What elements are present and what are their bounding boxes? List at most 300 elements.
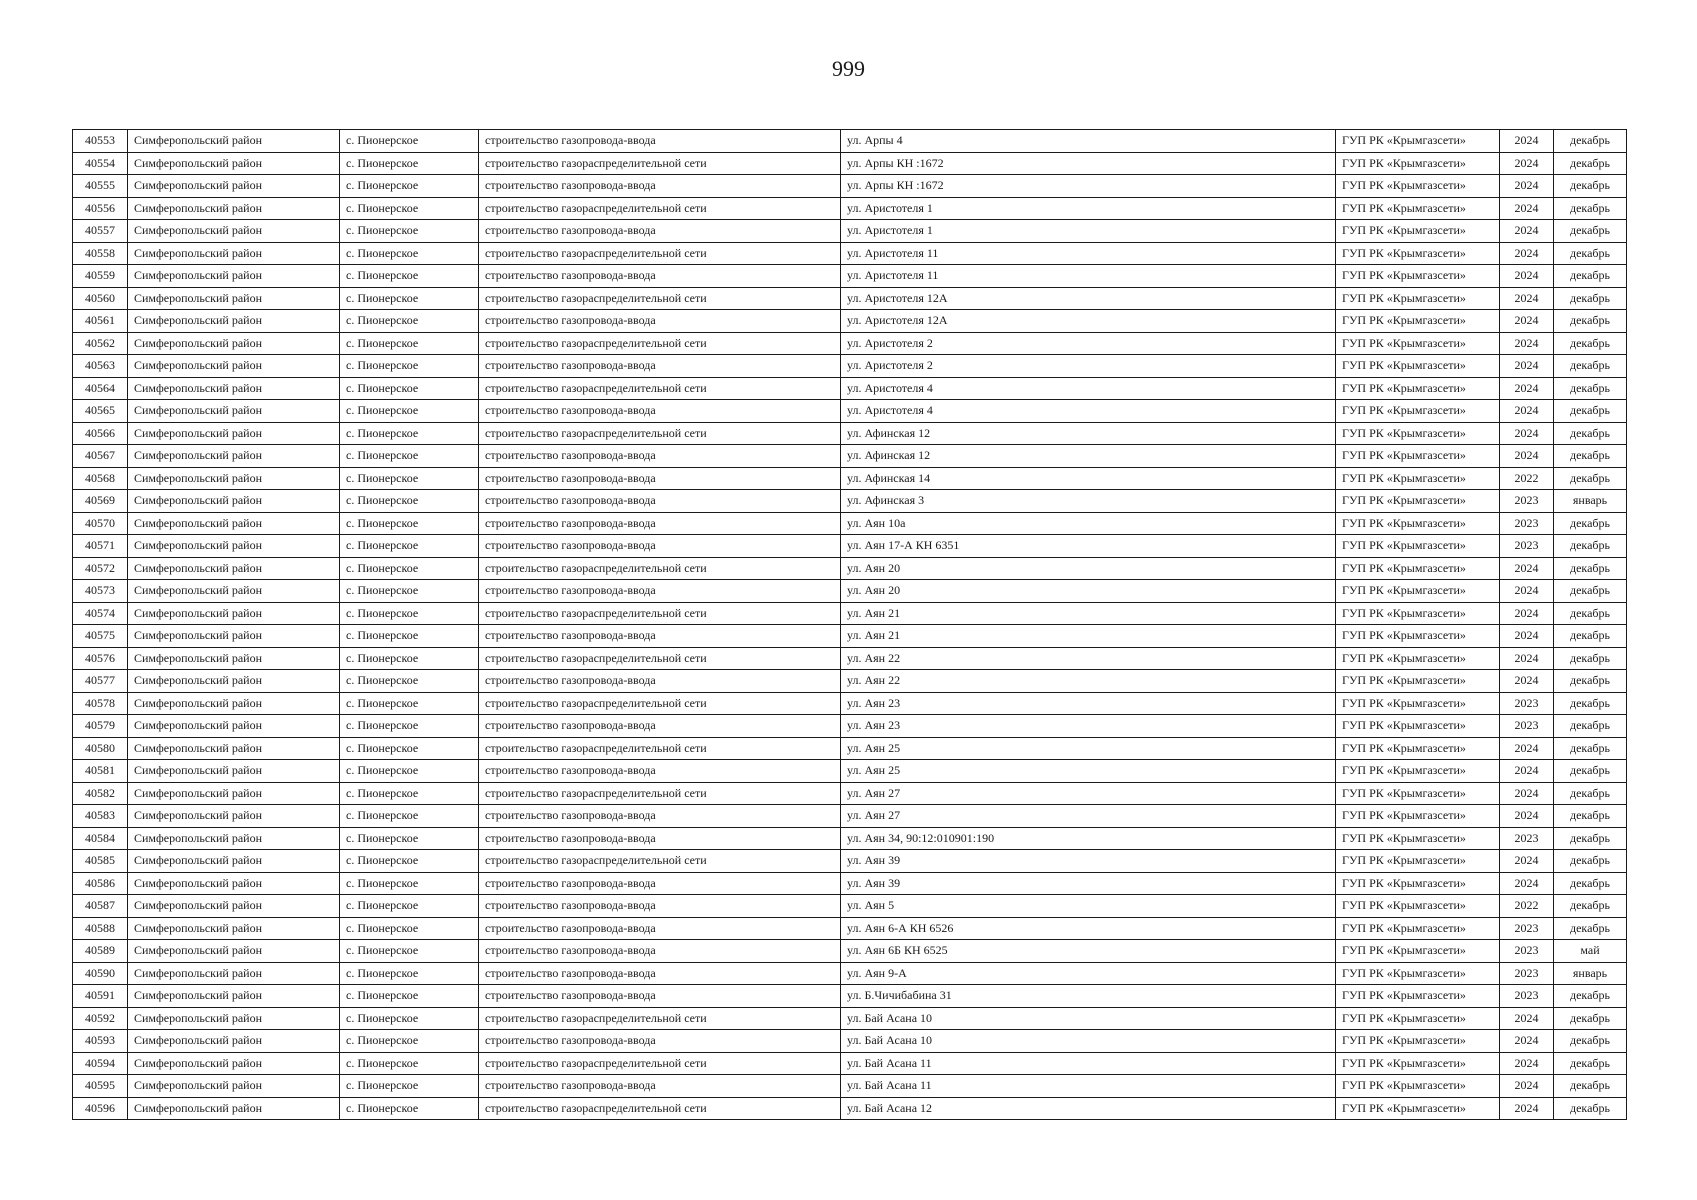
- address-cell: ул. Бай Асана 11: [841, 1052, 1336, 1075]
- table-row: [73, 895, 1627, 918]
- address-cell: ул. Аристотеля 12А: [841, 310, 1336, 333]
- table-row: [73, 692, 1627, 715]
- month-cell: декабрь: [1554, 782, 1627, 805]
- address-cell: ул. Аян 5: [841, 895, 1336, 918]
- district-cell: Симферопольский район: [128, 872, 340, 895]
- month-cell: декабрь: [1554, 1075, 1627, 1098]
- row-number-cell: 40584: [73, 827, 128, 850]
- year-cell: 2023: [1500, 940, 1554, 963]
- month-cell: декабрь: [1554, 355, 1627, 378]
- table-row: [73, 175, 1627, 198]
- address-cell: ул. Аян 9-А: [841, 962, 1336, 985]
- work-type-cell: строительство газопровода-ввода: [479, 805, 841, 828]
- row-number-cell: 40561: [73, 310, 128, 333]
- table-row: [73, 670, 1627, 693]
- work-type-cell: строительство газопровода-ввода: [479, 827, 841, 850]
- table-row: [73, 872, 1627, 895]
- organization-cell: ГУП РК «Крымгазсети»: [1336, 445, 1500, 468]
- row-number-cell: 40569: [73, 490, 128, 513]
- month-cell: декабрь: [1554, 895, 1627, 918]
- table-row: [73, 962, 1627, 985]
- address-cell: ул. Аристотеля 4: [841, 400, 1336, 423]
- year-cell: 2024: [1500, 1030, 1554, 1053]
- village-cell: с. Пионерское: [340, 940, 479, 963]
- work-type-cell: строительство газораспределительной сети: [479, 287, 841, 310]
- organization-cell: ГУП РК «Крымгазсети»: [1336, 782, 1500, 805]
- work-type-cell: строительство газораспределительной сети: [479, 782, 841, 805]
- table-row: [73, 1097, 1627, 1120]
- month-cell: май: [1554, 940, 1627, 963]
- village-cell: с. Пионерское: [340, 220, 479, 243]
- row-number-cell: 40574: [73, 602, 128, 625]
- district-cell: Симферопольский район: [128, 467, 340, 490]
- row-number-cell: 40594: [73, 1052, 128, 1075]
- district-cell: Симферопольский район: [128, 512, 340, 535]
- table-row: [73, 1052, 1627, 1075]
- district-cell: Симферопольский район: [128, 1030, 340, 1053]
- district-cell: Симферопольский район: [128, 220, 340, 243]
- address-cell: ул. Аян 22: [841, 670, 1336, 693]
- district-cell: Симферопольский район: [128, 940, 340, 963]
- year-cell: 2024: [1500, 760, 1554, 783]
- address-cell: ул. Аристотеля 1: [841, 197, 1336, 220]
- address-cell: ул. Аян 22: [841, 647, 1336, 670]
- month-cell: декабрь: [1554, 647, 1627, 670]
- address-cell: ул. Аян 23: [841, 715, 1336, 738]
- row-number-cell: 40592: [73, 1007, 128, 1030]
- organization-cell: ГУП РК «Крымгазсети»: [1336, 1007, 1500, 1030]
- village-cell: с. Пионерское: [340, 332, 479, 355]
- work-type-cell: строительство газопровода-ввода: [479, 670, 841, 693]
- village-cell: с. Пионерское: [340, 445, 479, 468]
- year-cell: 2024: [1500, 422, 1554, 445]
- row-number-cell: 40559: [73, 265, 128, 288]
- address-cell: ул. Аян 21: [841, 602, 1336, 625]
- village-cell: с. Пионерское: [340, 197, 479, 220]
- district-cell: Симферопольский район: [128, 310, 340, 333]
- work-type-cell: строительство газопровода-ввода: [479, 985, 841, 1008]
- row-number-cell: 40573: [73, 580, 128, 603]
- work-type-cell: строительство газораспределительной сети: [479, 850, 841, 873]
- district-cell: Симферопольский район: [128, 625, 340, 648]
- work-type-cell: строительство газораспределительной сети: [479, 1007, 841, 1030]
- month-cell: январь: [1554, 962, 1627, 985]
- year-cell: 2024: [1500, 850, 1554, 873]
- work-type-cell: строительство газораспределительной сети: [479, 692, 841, 715]
- district-cell: Симферопольский район: [128, 355, 340, 378]
- year-cell: 2024: [1500, 670, 1554, 693]
- row-number-cell: 40580: [73, 737, 128, 760]
- row-number-cell: 40560: [73, 287, 128, 310]
- work-type-cell: строительство газопровода-ввода: [479, 490, 841, 513]
- work-type-cell: строительство газораспределительной сети: [479, 377, 841, 400]
- year-cell: 2024: [1500, 580, 1554, 603]
- district-cell: Симферопольский район: [128, 580, 340, 603]
- organization-cell: ГУП РК «Крымгазсети»: [1336, 940, 1500, 963]
- village-cell: с. Пионерское: [340, 175, 479, 198]
- year-cell: 2024: [1500, 400, 1554, 423]
- row-number-cell: 40585: [73, 850, 128, 873]
- address-cell: ул. Аян 6Б КН 6525: [841, 940, 1336, 963]
- row-number-cell: 40583: [73, 805, 128, 828]
- row-number-cell: 40563: [73, 355, 128, 378]
- village-cell: с. Пионерское: [340, 715, 479, 738]
- district-cell: Симферопольский район: [128, 962, 340, 985]
- organization-cell: ГУП РК «Крымгазсети»: [1336, 332, 1500, 355]
- address-cell: ул. Аян 6-А КН 6526: [841, 917, 1336, 940]
- month-cell: декабрь: [1554, 1052, 1627, 1075]
- village-cell: с. Пионерское: [340, 310, 479, 333]
- month-cell: декабрь: [1554, 130, 1627, 153]
- table-row: [73, 1030, 1627, 1053]
- row-number-cell: 40591: [73, 985, 128, 1008]
- row-number-cell: 40578: [73, 692, 128, 715]
- organization-cell: ГУП РК «Крымгазсети»: [1336, 715, 1500, 738]
- district-cell: Симферопольский район: [128, 715, 340, 738]
- village-cell: с. Пионерское: [340, 490, 479, 513]
- village-cell: с. Пионерское: [340, 1075, 479, 1098]
- organization-cell: ГУП РК «Крымгазсети»: [1336, 377, 1500, 400]
- work-type-cell: строительство газораспределительной сети: [479, 242, 841, 265]
- district-cell: Симферопольский район: [128, 242, 340, 265]
- district-cell: Симферопольский район: [128, 265, 340, 288]
- organization-cell: ГУП РК «Крымгазсети»: [1336, 422, 1500, 445]
- organization-cell: ГУП РК «Крымгазсети»: [1336, 130, 1500, 153]
- village-cell: с. Пионерское: [340, 535, 479, 558]
- table-row: [73, 220, 1627, 243]
- district-cell: Симферопольский район: [128, 602, 340, 625]
- address-cell: ул. Аристотеля 12А: [841, 287, 1336, 310]
- address-cell: ул. Аян 27: [841, 782, 1336, 805]
- address-cell: ул. Аристотеля 1: [841, 220, 1336, 243]
- village-cell: с. Пионерское: [340, 557, 479, 580]
- work-type-cell: строительство газопровода-ввода: [479, 580, 841, 603]
- table-row: [73, 130, 1627, 153]
- table-row: [73, 422, 1627, 445]
- organization-cell: ГУП РК «Крымгазсети»: [1336, 580, 1500, 603]
- table-row: [73, 647, 1627, 670]
- work-type-cell: строительство газораспределительной сети: [479, 737, 841, 760]
- row-number-cell: 40588: [73, 917, 128, 940]
- row-number-cell: 40582: [73, 782, 128, 805]
- year-cell: 2024: [1500, 647, 1554, 670]
- table-row: [73, 152, 1627, 175]
- month-cell: декабрь: [1554, 805, 1627, 828]
- table-row: [73, 760, 1627, 783]
- month-cell: декабрь: [1554, 872, 1627, 895]
- address-cell: ул. Аян 20: [841, 580, 1336, 603]
- address-cell: ул. Афинская 12: [841, 445, 1336, 468]
- month-cell: декабрь: [1554, 152, 1627, 175]
- work-type-cell: строительство газораспределительной сети: [479, 152, 841, 175]
- village-cell: с. Пионерское: [340, 287, 479, 310]
- district-cell: Симферопольский район: [128, 400, 340, 423]
- village-cell: с. Пионерское: [340, 895, 479, 918]
- district-cell: Симферопольский район: [128, 332, 340, 355]
- organization-cell: ГУП РК «Крымгазсети»: [1336, 895, 1500, 918]
- district-cell: Симферопольский район: [128, 422, 340, 445]
- work-type-cell: строительство газораспределительной сети: [479, 332, 841, 355]
- work-type-cell: строительство газопровода-ввода: [479, 872, 841, 895]
- organization-cell: ГУП РК «Крымгазсети»: [1336, 760, 1500, 783]
- village-cell: с. Пионерское: [340, 737, 479, 760]
- work-type-cell: строительство газораспределительной сети: [479, 602, 841, 625]
- year-cell: 2024: [1500, 197, 1554, 220]
- village-cell: с. Пионерское: [340, 355, 479, 378]
- work-type-cell: строительство газопровода-ввода: [479, 895, 841, 918]
- village-cell: с. Пионерское: [340, 377, 479, 400]
- month-cell: декабрь: [1554, 400, 1627, 423]
- table-row: [73, 557, 1627, 580]
- year-cell: 2024: [1500, 625, 1554, 648]
- village-cell: с. Пионерское: [340, 985, 479, 1008]
- month-cell: январь: [1554, 490, 1627, 513]
- table-row: [73, 400, 1627, 423]
- year-cell: 2024: [1500, 737, 1554, 760]
- row-number-cell: 40554: [73, 152, 128, 175]
- table-row: [73, 602, 1627, 625]
- row-number-cell: 40566: [73, 422, 128, 445]
- table-row: [73, 1075, 1627, 1098]
- row-number-cell: 40556: [73, 197, 128, 220]
- district-cell: Симферопольский район: [128, 782, 340, 805]
- address-cell: ул. Афинская 14: [841, 467, 1336, 490]
- table-row: [73, 625, 1627, 648]
- village-cell: с. Пионерское: [340, 872, 479, 895]
- month-cell: декабрь: [1554, 287, 1627, 310]
- address-cell: ул. Аристотеля 4: [841, 377, 1336, 400]
- table-row: [73, 535, 1627, 558]
- organization-cell: ГУП РК «Крымгазсети»: [1336, 265, 1500, 288]
- address-cell: ул. Аян 27: [841, 805, 1336, 828]
- month-cell: декабрь: [1554, 377, 1627, 400]
- year-cell: 2023: [1500, 715, 1554, 738]
- month-cell: декабрь: [1554, 557, 1627, 580]
- organization-cell: ГУП РК «Крымгазсети»: [1336, 625, 1500, 648]
- district-cell: Симферопольский район: [128, 985, 340, 1008]
- organization-cell: ГУП РК «Крымгазсети»: [1336, 355, 1500, 378]
- work-type-cell: строительство газораспределительной сети: [479, 422, 841, 445]
- work-type-cell: строительство газораспределительной сети: [479, 557, 841, 580]
- table-row: [73, 467, 1627, 490]
- address-cell: ул. Бай Асана 10: [841, 1007, 1336, 1030]
- address-cell: ул. Аристотеля 2: [841, 355, 1336, 378]
- district-cell: Симферопольский район: [128, 377, 340, 400]
- month-cell: декабрь: [1554, 985, 1627, 1008]
- year-cell: 2024: [1500, 805, 1554, 828]
- year-cell: 2024: [1500, 1007, 1554, 1030]
- village-cell: с. Пионерское: [340, 242, 479, 265]
- address-cell: ул. Аристотеля 11: [841, 265, 1336, 288]
- year-cell: 2024: [1500, 1075, 1554, 1098]
- address-cell: ул. Аян 39: [841, 850, 1336, 873]
- table-row: [73, 782, 1627, 805]
- year-cell: 2024: [1500, 377, 1554, 400]
- address-cell: ул. Афинская 12: [841, 422, 1336, 445]
- month-cell: декабрь: [1554, 332, 1627, 355]
- work-type-cell: строительство газораспределительной сети: [479, 1052, 841, 1075]
- address-cell: ул. Аян 10а: [841, 512, 1336, 535]
- year-cell: 2023: [1500, 535, 1554, 558]
- row-number-cell: 40586: [73, 872, 128, 895]
- organization-cell: ГУП РК «Крымгазсети»: [1336, 467, 1500, 490]
- organization-cell: ГУП РК «Крымгазсети»: [1336, 962, 1500, 985]
- district-cell: Симферопольский район: [128, 557, 340, 580]
- year-cell: 2024: [1500, 220, 1554, 243]
- year-cell: 2024: [1500, 175, 1554, 198]
- row-number-cell: 40579: [73, 715, 128, 738]
- village-cell: с. Пионерское: [340, 265, 479, 288]
- village-cell: с. Пионерское: [340, 805, 479, 828]
- organization-cell: ГУП РК «Крымгазсети»: [1336, 175, 1500, 198]
- district-cell: Симферопольский район: [128, 1052, 340, 1075]
- month-cell: декабрь: [1554, 850, 1627, 873]
- village-cell: с. Пионерское: [340, 422, 479, 445]
- organization-cell: ГУП РК «Крымгазсети»: [1336, 647, 1500, 670]
- table-row: [73, 242, 1627, 265]
- month-cell: декабрь: [1554, 265, 1627, 288]
- organization-cell: ГУП РК «Крымгазсети»: [1336, 670, 1500, 693]
- month-cell: декабрь: [1554, 1007, 1627, 1030]
- work-type-cell: строительство газопровода-ввода: [479, 512, 841, 535]
- month-cell: декабрь: [1554, 512, 1627, 535]
- month-cell: декабрь: [1554, 692, 1627, 715]
- year-cell: 2023: [1500, 692, 1554, 715]
- month-cell: декабрь: [1554, 242, 1627, 265]
- address-cell: ул. Аян 34, 90:12:010901:190: [841, 827, 1336, 850]
- organization-cell: ГУП РК «Крымгазсети»: [1336, 557, 1500, 580]
- organization-cell: ГУП РК «Крымгазсети»: [1336, 917, 1500, 940]
- village-cell: с. Пионерское: [340, 1097, 479, 1120]
- table-row: [73, 737, 1627, 760]
- district-cell: Симферопольский район: [128, 827, 340, 850]
- district-cell: Симферопольский район: [128, 692, 340, 715]
- village-cell: с. Пионерское: [340, 400, 479, 423]
- address-cell: ул. Бай Асана 10: [841, 1030, 1336, 1053]
- address-cell: ул. Бай Асана 12: [841, 1097, 1336, 1120]
- work-type-cell: строительство газопровода-ввода: [479, 130, 841, 153]
- organization-cell: ГУП РК «Крымгазсети»: [1336, 310, 1500, 333]
- organization-cell: ГУП РК «Крымгазсети»: [1336, 490, 1500, 513]
- organization-cell: ГУП РК «Крымгазсети»: [1336, 872, 1500, 895]
- district-cell: Симферопольский район: [128, 535, 340, 558]
- work-type-cell: строительство газопровода-ввода: [479, 940, 841, 963]
- district-cell: Симферопольский район: [128, 175, 340, 198]
- work-type-cell: строительство газопровода-ввода: [479, 715, 841, 738]
- district-cell: Симферопольский район: [128, 1007, 340, 1030]
- table-row: [73, 355, 1627, 378]
- village-cell: с. Пионерское: [340, 692, 479, 715]
- table-row: [73, 715, 1627, 738]
- address-cell: ул. Арпы КН :1672: [841, 175, 1336, 198]
- month-cell: декабрь: [1554, 917, 1627, 940]
- table-row: [73, 940, 1627, 963]
- month-cell: декабрь: [1554, 535, 1627, 558]
- year-cell: 2024: [1500, 1097, 1554, 1120]
- row-number-cell: 40557: [73, 220, 128, 243]
- work-type-cell: строительство газопровода-ввода: [479, 220, 841, 243]
- work-type-cell: строительство газопровода-ввода: [479, 310, 841, 333]
- address-cell: ул. Аян 17-А КН 6351: [841, 535, 1336, 558]
- month-cell: декабрь: [1554, 580, 1627, 603]
- table-row: [73, 985, 1627, 1008]
- work-type-cell: строительство газопровода-ввода: [479, 175, 841, 198]
- row-number-cell: 40565: [73, 400, 128, 423]
- organization-cell: ГУП РК «Крымгазсети»: [1336, 1097, 1500, 1120]
- table-row: [73, 265, 1627, 288]
- month-cell: декабрь: [1554, 625, 1627, 648]
- month-cell: декабрь: [1554, 827, 1627, 850]
- district-cell: Симферопольский район: [128, 647, 340, 670]
- district-cell: Симферопольский район: [128, 287, 340, 310]
- address-cell: ул. Аян 25: [841, 760, 1336, 783]
- address-cell: ул. Аристотеля 2: [841, 332, 1336, 355]
- row-number-cell: 40589: [73, 940, 128, 963]
- row-number-cell: 40571: [73, 535, 128, 558]
- organization-cell: ГУП РК «Крымгазсети»: [1336, 827, 1500, 850]
- work-type-cell: строительство газопровода-ввода: [479, 467, 841, 490]
- table-row: [73, 445, 1627, 468]
- work-type-cell: строительство газопровода-ввода: [479, 355, 841, 378]
- organization-cell: ГУП РК «Крымгазсети»: [1336, 400, 1500, 423]
- year-cell: 2024: [1500, 152, 1554, 175]
- village-cell: с. Пионерское: [340, 1030, 479, 1053]
- district-cell: Симферопольский район: [128, 197, 340, 220]
- address-cell: ул. Аян 39: [841, 872, 1336, 895]
- work-type-cell: строительство газопровода-ввода: [479, 1075, 841, 1098]
- month-cell: декабрь: [1554, 310, 1627, 333]
- work-type-cell: строительство газораспределительной сети: [479, 647, 841, 670]
- work-type-cell: строительство газопровода-ввода: [479, 445, 841, 468]
- address-cell: ул. Аристотеля 11: [841, 242, 1336, 265]
- address-cell: ул. Аян 20: [841, 557, 1336, 580]
- district-cell: Симферопольский район: [128, 1075, 340, 1098]
- month-cell: декабрь: [1554, 670, 1627, 693]
- work-type-cell: строительство газопровода-ввода: [479, 1030, 841, 1053]
- village-cell: с. Пионерское: [340, 647, 479, 670]
- village-cell: с. Пионерское: [340, 670, 479, 693]
- work-type-cell: строительство газопровода-ввода: [479, 400, 841, 423]
- table-row: [73, 805, 1627, 828]
- year-cell: 2024: [1500, 242, 1554, 265]
- organization-cell: ГУП РК «Крымгазсети»: [1336, 287, 1500, 310]
- year-cell: 2024: [1500, 332, 1554, 355]
- row-number-cell: 40593: [73, 1030, 128, 1053]
- year-cell: 2022: [1500, 895, 1554, 918]
- row-number-cell: 40570: [73, 512, 128, 535]
- year-cell: 2024: [1500, 310, 1554, 333]
- village-cell: с. Пионерское: [340, 602, 479, 625]
- year-cell: 2024: [1500, 287, 1554, 310]
- year-cell: 2023: [1500, 827, 1554, 850]
- row-number-cell: 40590: [73, 962, 128, 985]
- village-cell: с. Пионерское: [340, 512, 479, 535]
- address-cell: ул. Афинская 3: [841, 490, 1336, 513]
- organization-cell: ГУП РК «Крымгазсети»: [1336, 850, 1500, 873]
- row-number-cell: 40596: [73, 1097, 128, 1120]
- month-cell: декабрь: [1554, 422, 1627, 445]
- organization-cell: ГУП РК «Крымгазсети»: [1336, 602, 1500, 625]
- organization-cell: ГУП РК «Крымгазсети»: [1336, 152, 1500, 175]
- address-cell: ул. Аян 23: [841, 692, 1336, 715]
- village-cell: с. Пионерское: [340, 1007, 479, 1030]
- organization-cell: ГУП РК «Крымгазсети»: [1336, 985, 1500, 1008]
- organization-cell: ГУП РК «Крымгазсети»: [1336, 242, 1500, 265]
- district-cell: Симферопольский район: [128, 490, 340, 513]
- village-cell: с. Пионерское: [340, 625, 479, 648]
- district-cell: Симферопольский район: [128, 760, 340, 783]
- year-cell: 2024: [1500, 872, 1554, 895]
